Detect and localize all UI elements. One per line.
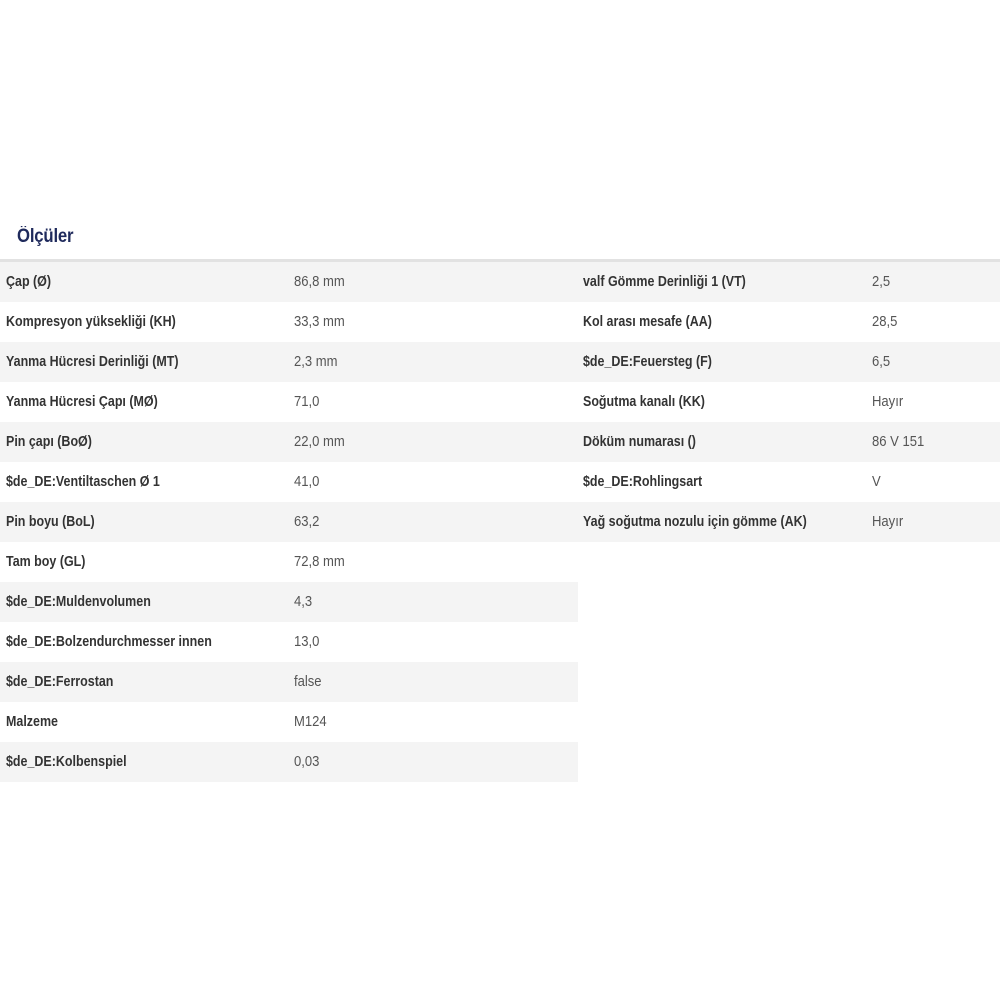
spec-value: 63,2 <box>294 514 320 530</box>
spec-label: $de_DE:Ventiltaschen Ø 1 <box>6 474 160 490</box>
spec-row <box>0 662 578 702</box>
spec-value: Hayır <box>872 514 904 530</box>
spec-value: 13,0 <box>294 634 320 650</box>
spec-value: 33,3 mm <box>294 314 345 330</box>
spec-value: 41,0 <box>294 474 320 490</box>
spec-label: valf Gömme Derinliği 1 (VT) <box>583 274 746 290</box>
section-title: Ölçüler <box>17 226 74 247</box>
spec-row <box>0 262 578 302</box>
spec-row <box>0 462 578 502</box>
spec-label: Tam boy (GL) <box>6 554 86 570</box>
spec-value: 0,03 <box>294 754 320 770</box>
spec-value: M124 <box>294 714 327 730</box>
spec-label: Döküm numarası () <box>583 434 696 450</box>
spec-row <box>0 742 578 782</box>
spec-row <box>0 622 578 662</box>
spec-row <box>578 262 1000 302</box>
spec-label: Pin çapı (BoØ) <box>6 434 92 450</box>
spec-label: Soğutma kanalı (KK) <box>583 394 705 410</box>
spec-label: Kol arası mesafe (AA) <box>583 314 712 330</box>
spec-row <box>0 342 578 382</box>
spec-row <box>0 382 578 422</box>
spec-row <box>578 502 1000 542</box>
spec-value: 86 V 151 <box>872 434 925 450</box>
spec-row <box>578 302 1000 342</box>
spec-value: false <box>294 674 322 690</box>
spec-value: 72,8 mm <box>294 554 345 570</box>
dimensions-table-left <box>0 262 578 782</box>
spec-value: 28,5 <box>872 314 898 330</box>
spec-value: 2,5 <box>872 274 891 290</box>
spec-row <box>578 462 1000 502</box>
spec-label: $de_DE:Muldenvolumen <box>6 594 151 610</box>
spec-label: Çap (Ø) <box>6 274 52 290</box>
dimensions-table-right <box>578 262 1000 542</box>
spec-label: Yanma Hücresi Çapı (MØ) <box>6 394 158 410</box>
spec-value: 86,8 mm <box>294 274 345 290</box>
spec-row <box>0 542 578 582</box>
spec-label: Malzeme <box>6 714 58 730</box>
spec-label: Yağ soğutma nozulu için gömme (AK) <box>583 514 807 530</box>
spec-row <box>0 702 578 742</box>
spec-row <box>0 582 578 622</box>
spec-value: 71,0 <box>294 394 320 410</box>
spec-label: $de_DE:Kolbenspiel <box>6 754 127 770</box>
spec-value: Hayır <box>872 394 904 410</box>
spec-row <box>0 502 578 542</box>
spec-row <box>578 382 1000 422</box>
spec-value: 4,3 <box>294 594 313 610</box>
spec-row <box>578 342 1000 382</box>
spec-label: Kompresyon yüksekliği (KH) <box>6 314 176 330</box>
spec-label: $de_DE:Feuersteg (F) <box>583 354 712 370</box>
spec-row <box>0 302 578 342</box>
spec-value: 22,0 mm <box>294 434 345 450</box>
spec-label: $de_DE:Ferrostan <box>6 674 114 690</box>
spec-label: $de_DE:Bolzendurchmesser innen <box>6 634 212 650</box>
spec-value: V <box>872 474 881 490</box>
spec-label: Yanma Hücresi Derinliği (MT) <box>6 354 179 370</box>
spec-label: Pin boyu (BoL) <box>6 514 95 530</box>
spec-label: $de_DE:Rohlingsart <box>583 474 703 490</box>
spec-row <box>0 422 578 462</box>
spec-value: 6,5 <box>872 354 891 370</box>
spec-row <box>578 422 1000 462</box>
spec-value: 2,3 mm <box>294 354 338 370</box>
